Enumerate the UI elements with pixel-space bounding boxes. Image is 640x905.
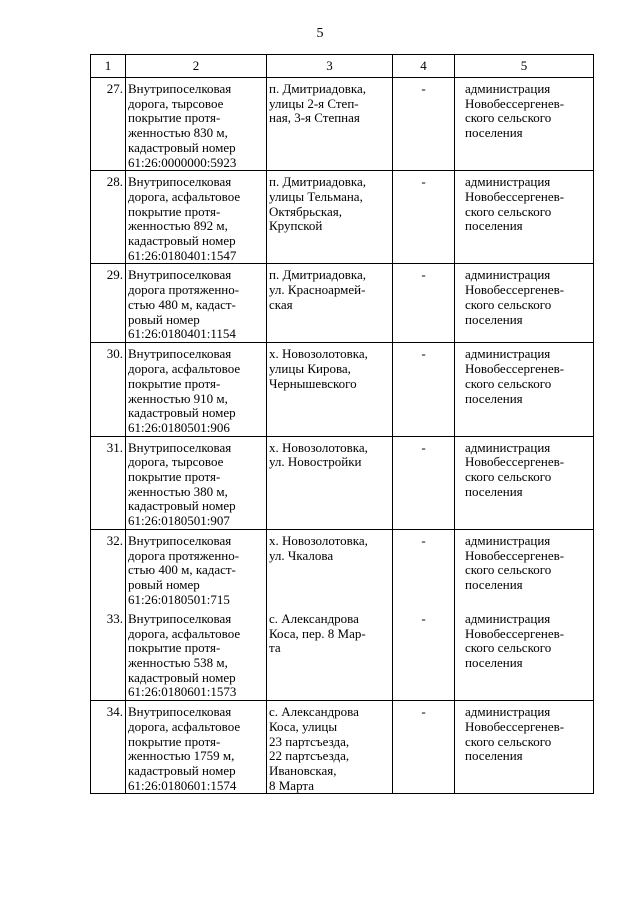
object-address: п. Дмитриадовка, ул. Красноармей- ская (267, 264, 393, 343)
object-address: п. Дмитриадовка, улицы 2-я Степ- ная, 3-я Степная (267, 78, 393, 171)
object-description: Внутрипоселковая дорога, тырсовое покрытие протя- женностью 830 м, кадастровый номер 61:26:0000000:5923 (126, 78, 267, 171)
object-owner: администрация Новобессергенев- ского сельского поселения (455, 343, 594, 436)
column-header: 3 (267, 55, 393, 78)
table-row (91, 529, 594, 608)
object-description: Внутрипоселковая дорога, асфальтовое покрытие протя- женностью 892 м, кадастровый номер 61:26:0180401:1547 (126, 171, 267, 264)
object-address: х. Новозолотовка, улицы Кирова, Чернышевского (267, 343, 393, 436)
row-number: 29. (91, 264, 126, 343)
row-number: 28. (91, 171, 126, 264)
object-owner: администрация Новобессергенев- ского сельского поселения (455, 78, 594, 171)
table-row (91, 78, 594, 171)
row-number: 31. (91, 436, 126, 529)
column-4-value: - (393, 436, 455, 529)
object-address: х. Новозолотовка, ул. Чкалова (267, 529, 393, 608)
column-header: 1 (91, 55, 126, 78)
object-owner: администрация Новобессергенев- ского сельского поселения (455, 264, 594, 343)
object-owner: администрация Новобессергенев- ского сельского поселения (455, 436, 594, 529)
object-description: Внутрипоселковая дорога, асфальтовое покрытие протя- женностью 1759 м, кадастровый номер 61:26:0180601:1574 (126, 701, 267, 794)
column-4-value: - (393, 264, 455, 343)
object-description: Внутрипоселковая дорога протяженно- стью 400 м, кадаст- ровый номер 61:26:0180501:715 (126, 529, 267, 608)
row-number: 32. (91, 529, 126, 608)
column-header: 2 (126, 55, 267, 78)
object-description: Внутрипоселковая дорога протяженно- стью 480 м, кадаст- ровый номер 61:26:0180401:1154 (126, 264, 267, 343)
column-4-value: - (393, 701, 455, 794)
column-4-value: - (393, 343, 455, 436)
column-4-value: - (393, 171, 455, 264)
column-4-value: - (393, 78, 455, 171)
object-owner: администрация Новобессергенев- ского сельского поселения (455, 608, 594, 701)
table-header-row (91, 55, 594, 78)
object-address: х. Новозолотовка, ул. Новостройки (267, 436, 393, 529)
row-number: 30. (91, 343, 126, 436)
object-description: Внутрипоселковая дорога, тырсовое покрытие протя- женностью 380 м, кадастровый номер 61:26:0180501:907 (126, 436, 267, 529)
object-address: с. Александрова Коса, пер. 8 Мар- та (267, 608, 393, 701)
column-header: 4 (393, 55, 455, 78)
object-address: п. Дмитриадовка, улицы Тельмана, Октябрьская, Крупской (267, 171, 393, 264)
column-4-value: - (393, 529, 455, 608)
page-number: 5 (316, 26, 324, 41)
object-owner: администрация Новобессергенев- ского сельского поселения (455, 529, 594, 608)
table-row (91, 436, 594, 529)
object-owner: администрация Новобессергенев- ского сельского поселения (455, 171, 594, 264)
table-row (91, 701, 594, 794)
row-number: 27. (91, 78, 126, 171)
table-row (91, 608, 594, 701)
column-4-value: - (393, 608, 455, 701)
table-row (91, 264, 594, 343)
table-row (91, 343, 594, 436)
object-owner: администрация Новобессергенев- ского сельского поселения (455, 701, 594, 794)
object-description: Внутрипоселковая дорога, асфальтовое покрытие протя- женностью 910 м, кадастровый номер 61:26:0180501:906 (126, 343, 267, 436)
object-description: Внутрипоселковая дорога, асфальтовое покрытие протя- женностью 538 м, кадастровый номер 61:26:0180601:1573 (126, 608, 267, 701)
table-row (91, 171, 594, 264)
column-header: 5 (455, 55, 594, 78)
row-number: 34. (91, 701, 126, 794)
object-address: с. Александрова Коса, улицы 23 партсъезда, 22 партсъезда, Ивановская, 8 Марта (267, 701, 393, 794)
row-number: 33. (91, 608, 126, 701)
registry-table (90, 54, 594, 794)
